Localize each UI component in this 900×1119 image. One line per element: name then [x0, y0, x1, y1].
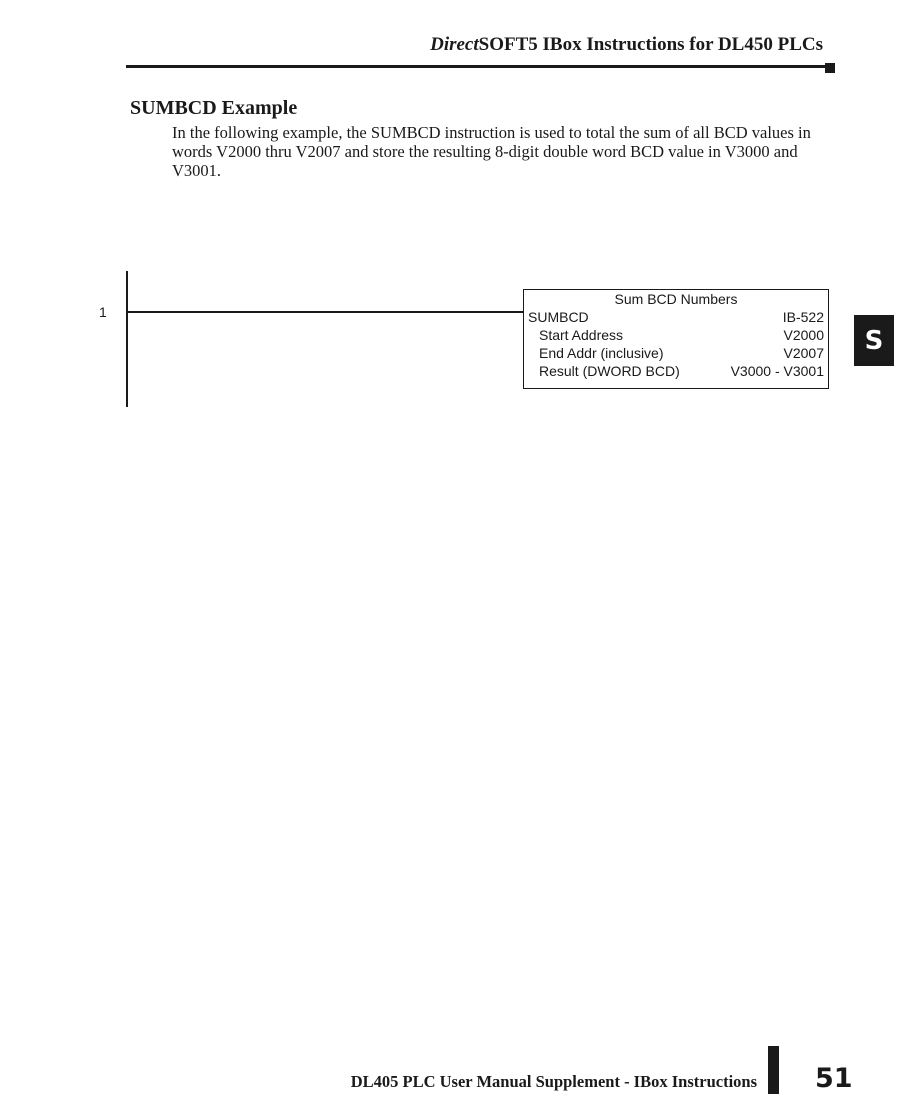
ibox-title: Sum BCD Numbers [614, 291, 738, 307]
ibox-param-label: Start Address [539, 327, 624, 343]
ibox-param-value: V3000 - V3001 [730, 363, 824, 379]
ibox-param-row [524, 326, 828, 344]
footer-bar [768, 1046, 779, 1094]
header-title: SOFT5 IBox Instructions for DL450 PLCs [478, 34, 823, 55]
footer-text: DL405 PLC User Manual Supplement - IBox Instructions [350, 1072, 757, 1091]
ibox-param-value: V2000 [783, 327, 824, 343]
ibox-sumbcd [523, 289, 829, 389]
ibox-param-row [524, 362, 828, 380]
section-side-tab: S [854, 315, 894, 366]
power-rail [126, 271, 128, 407]
ibox-param-label: End Addr (inclusive) [539, 345, 664, 361]
ibox-header-row [524, 308, 828, 326]
rung-line [127, 311, 524, 313]
ibox-param-row [524, 344, 828, 362]
rung-number: 1 [99, 304, 107, 320]
ibox-instruction: SUMBCD [528, 309, 589, 325]
section-body-text: In the following example, the SUMBCD instruction is used to total the sum of all BCD values in words V2000 thru V2007 and store the resulting 8-digit double word BCD value in V3000 and V3001. [172, 123, 811, 180]
ibox-param-label: Result (DWORD BCD) [539, 363, 680, 379]
page-header [430, 34, 823, 56]
ibox-ib-number: IB-522 [782, 309, 824, 325]
header-rule [126, 65, 826, 68]
section-title: SUMBCD Example [130, 97, 298, 119]
page-number: 51 [815, 1063, 853, 1094]
ibox-param-value: V2007 [783, 345, 824, 361]
header-rule-end-marker [825, 63, 835, 73]
header-brand: Direct [430, 34, 479, 55]
